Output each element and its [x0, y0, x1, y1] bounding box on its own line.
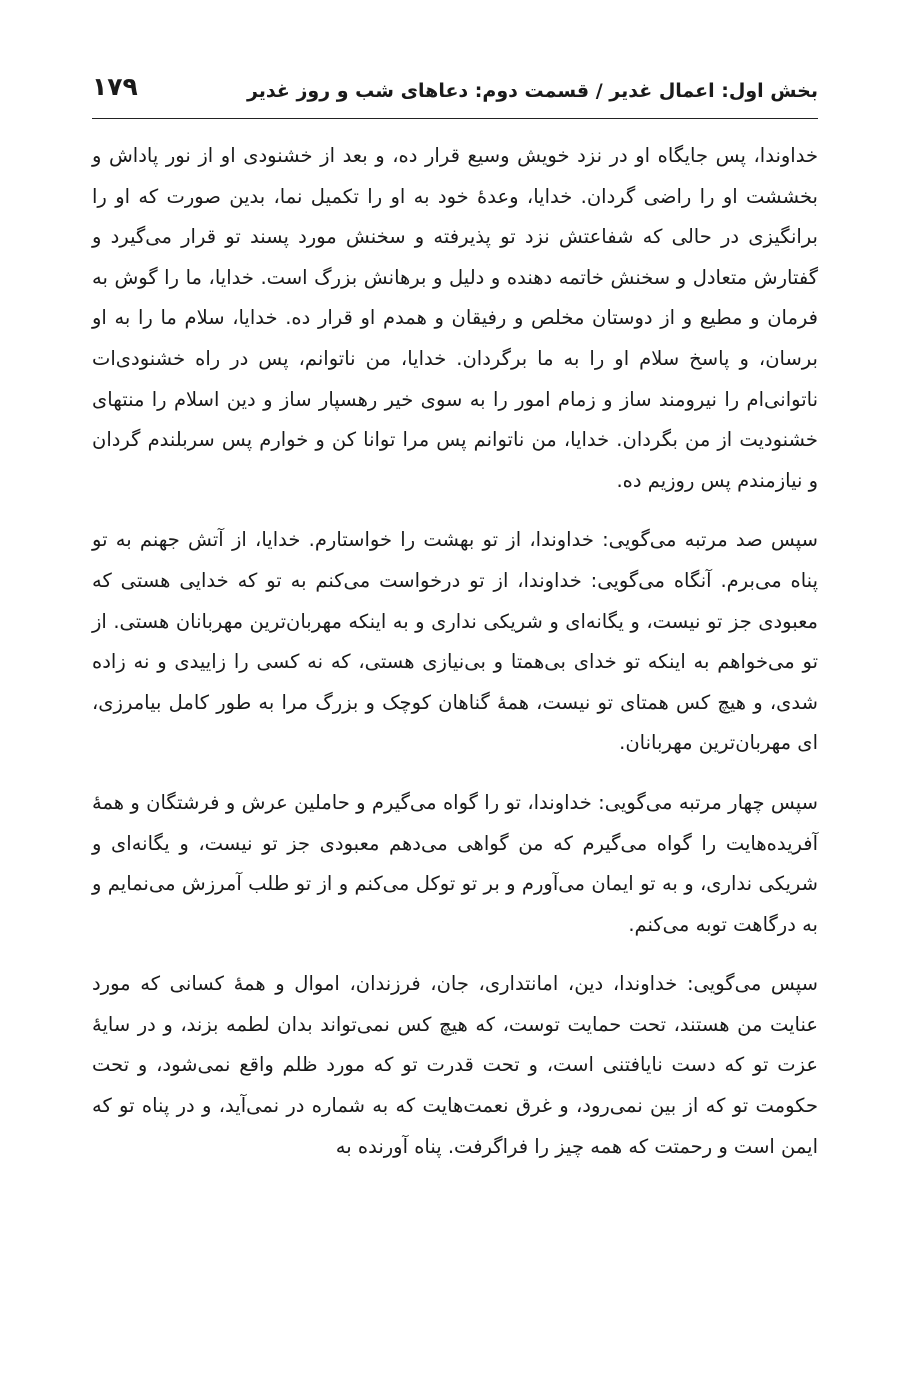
page-number: ۱۷۹ — [92, 72, 138, 101]
running-header — [92, 62, 818, 119]
paragraph-4: سپس می‌گویی: خداوندا، دین، امانتداری، جان، فرزندان، اموال و همهٔ کسانی که مورد عنایت من هستند، تحت حمایت توست، که هیچ کس نمی‌تواند بدان لطمه بزند، و در سایهٔ عزت تو که دست نایافتنی است، و تحت قدرت تو که مورد ظلم واقع نمی‌شود، و تحت حکومت تو که از بین نمی‌رود، و غرق نعمت‌هایت که به شماره در نمی‌آید، و در پناه تو که ایمن است و رحمتت که همه چیز را فراگرفت. پناه آورنده به — [92, 972, 818, 1158]
paragraph-2: سپس صد مرتبه می‌گویی: خداوندا، از تو بهشت را خواستارم. خدایا، از آتش جهنم به تو پناه می‌برم. آنگاه می‌گویی: خداوندا، از تو درخواست می‌کنم به تو که خدایی هستی که معبودی جز تو نیست، و یگانه‌ای و شریکی نداری و به اینکه مهربان‌ترین مهربانان هستی. از تو می‌خواهم به اینکه تو خدای بی‌همتا و بی‌نیازی هستی، که نه کسی را زاییدی و نه زاده شدی، و هیچ کس همتای تو نیست، همهٔ گناهان کوچک و بزرگ مرا به طور کامل بیامرزی، ای مهربان‌ترین مهربانان. — [92, 528, 818, 755]
header-title: بخش اول: اعمال غدیر / قسمت دوم: دعاهای شب و روز غدیر — [246, 80, 818, 102]
body-text — [92, 136, 818, 1186]
paragraph-3: سپس چهار مرتبه می‌گویی: خداوندا، تو را گواه می‌گیرم و حاملین عرش و فرشتگان و همهٔ آفریده‌هایت را گواه می‌گیرم که من گواهی می‌دهم معبودی جز تو نیست، و یگانه‌ای و شریکی نداری، و به تو ایمان می‌آورم و بر تو توکل می‌کنم و از تو طلب آمرزش می‌نمایم و به درگاهت توبه می‌کنم. — [92, 790, 818, 936]
paragraph-1: خداوندا، پس جایگاه او در نزد خویش وسیع قرار ده، و بعد از خشنودی او از نور پاداش و بخششت او را راضی گردان. خدایا، وعدهٔ خود به او را تکمیل نما، بدین صورت که او را برانگیزی در حالی که شفاعتش نزد تو پذیرفته و سخنش مورد پسند تو قرار می‌گیرد و گفتارش متعادل و سخنش خاتمه دهنده و دلیل و برهانش بزرگ است. خدایا، ما را گوش به فرمان و مطیع و از دوستان مخلص و رفیقان و همدم او قرار ده. خدایا، سلام ما را به او برسان، و پاسخ سلام او را به ما برگردان. خدایا، من ناتوانم، پس در راه خشنودی‌ات ناتوانی‌ام را نیرومند ساز و زمام امور را به سوی خیر رهسپار ساز و دین اسلام را منتهای خشنودیت از من بگردان. خدایا، من ناتوانم پس مرا توانا کن و خوارم پس سربلندم گردان و نیازمندم پس روزیم ده. — [92, 144, 818, 492]
